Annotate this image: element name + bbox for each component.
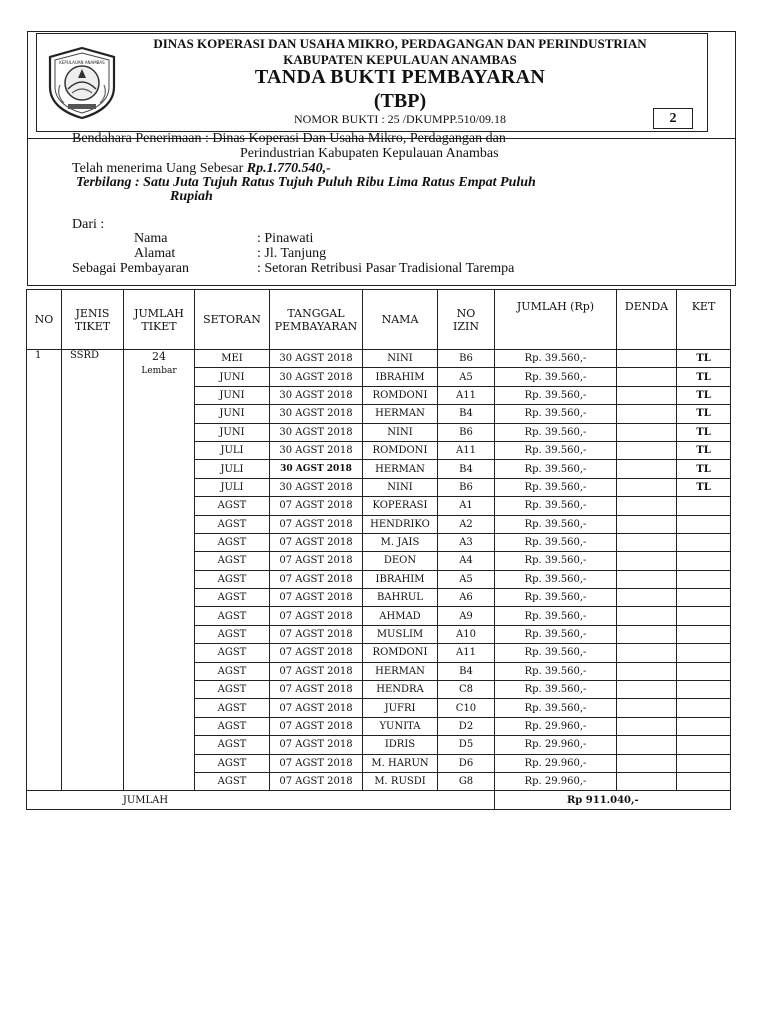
jumlah-cell: Rp. 29.960,-: [495, 736, 617, 754]
denda-cell: [617, 662, 677, 680]
col-setoran: SETORAN: [195, 290, 270, 350]
jumlah-cell: Rp. 39.560,-: [495, 699, 617, 717]
izin-cell: D6: [438, 754, 495, 772]
izin-cell: B4: [438, 460, 495, 478]
nama-cell: HERMAN: [363, 460, 438, 478]
nama-cell: BAHRUL: [363, 589, 438, 607]
denda-cell: [617, 717, 677, 735]
col-jumlah-rp: JUMLAH (Rp): [495, 290, 617, 350]
jumlah-cell: Rp. 29.960,-: [495, 772, 617, 790]
ket-cell: TL: [677, 386, 731, 404]
nama-cell: HERMAN: [363, 405, 438, 423]
denda-cell: [617, 478, 677, 496]
receipt-number: NOMOR BUKTI : 25 /DKUMPP.510/09.18: [293, 112, 507, 126]
denda-cell: [617, 699, 677, 717]
nama-cell: ROMDONI: [363, 644, 438, 662]
alamat-value: : Jl. Tanjung: [257, 246, 327, 261]
nama-cell: JUFRI: [363, 699, 438, 717]
tanggal-cell: 30 AGST 2018: [270, 405, 363, 423]
izin-cell: B6: [438, 478, 495, 496]
setoran-cell: AGST: [195, 644, 270, 662]
jumlah-tiket-value: 24: [152, 350, 166, 363]
ket-cell: [677, 570, 731, 588]
nama-cell: ROMDONI: [363, 441, 438, 459]
setoran-cell: MEI: [195, 350, 270, 368]
denda-cell: [617, 754, 677, 772]
setoran-cell: AGST: [195, 533, 270, 551]
setoran-cell: JULI: [195, 441, 270, 459]
denda-cell: [617, 736, 677, 754]
izin-cell: A9: [438, 607, 495, 625]
nama-cell: DEON: [363, 552, 438, 570]
izin-cell: A11: [438, 441, 495, 459]
jumlah-cell: Rp. 39.560,-: [495, 662, 617, 680]
col-jumlah-tiket: JUMLAH TIKET: [124, 290, 195, 350]
seal-caption: KEPULAUAN ANAMBAS: [59, 60, 105, 65]
jumlah-cell: Rp. 39.560,-: [495, 460, 617, 478]
jumlah-cell: Rp. 39.560,-: [495, 607, 617, 625]
nama-cell: IDRIS: [363, 736, 438, 754]
setoran-cell: JUNI: [195, 423, 270, 441]
ket-cell: [677, 607, 731, 625]
ket-cell: TL: [677, 478, 731, 496]
izin-cell: C10: [438, 699, 495, 717]
bendahara-line-1: Bendahara Penerimaan : Dinas Koperasi Dan Usaha Mikro, Perdagangan dan: [72, 131, 506, 146]
pembayaran-value: : Setoran Retribusi Pasar Tradisional Tarempa: [257, 261, 515, 276]
nama-label: Nama: [134, 231, 168, 246]
ket-cell: [677, 533, 731, 551]
jumlah-cell: Rp. 39.560,-: [495, 681, 617, 699]
jumlah-cell: Rp. 39.560,-: [495, 625, 617, 643]
setoran-cell: AGST: [195, 515, 270, 533]
row-jenis-cell: SSRD: [62, 350, 124, 791]
ket-cell: TL: [677, 441, 731, 459]
jumlah-cell: Rp. 39.560,-: [495, 423, 617, 441]
denda-cell: [617, 405, 677, 423]
izin-cell: A6: [438, 589, 495, 607]
jumlah-cell: Rp. 39.560,-: [495, 497, 617, 515]
ket-cell: [677, 625, 731, 643]
col-ket: KET: [677, 290, 731, 350]
jumlah-cell: Rp. 39.560,-: [495, 552, 617, 570]
denda-cell: [617, 570, 677, 588]
setoran-cell: AGST: [195, 552, 270, 570]
setoran-cell: AGST: [195, 570, 270, 588]
denda-cell: [617, 533, 677, 551]
payment-table: [26, 289, 731, 810]
jumlah-cell: Rp. 39.560,-: [495, 441, 617, 459]
nama-cell: IBRAHIM: [363, 368, 438, 386]
tanggal-cell: 07 AGST 2018: [270, 699, 363, 717]
total-row: [27, 791, 731, 809]
tanggal-cell: 07 AGST 2018: [270, 570, 363, 588]
izin-cell: B4: [438, 405, 495, 423]
nama-cell: AHMAD: [363, 607, 438, 625]
setoran-cell: AGST: [195, 625, 270, 643]
izin-cell: A2: [438, 515, 495, 533]
ket-cell: [677, 754, 731, 772]
tanggal-cell: 07 AGST 2018: [270, 589, 363, 607]
denda-cell: [617, 460, 677, 478]
jumlah-cell: Rp. 39.560,-: [495, 368, 617, 386]
ket-cell: TL: [677, 423, 731, 441]
ket-cell: [677, 497, 731, 515]
total-label: JUMLAH: [27, 791, 495, 809]
ket-cell: [677, 772, 731, 790]
setoran-cell: AGST: [195, 589, 270, 607]
row-jumlah-tiket-cell: [124, 350, 195, 791]
setoran-cell: AGST: [195, 772, 270, 790]
jumlah-cell: Rp. 39.560,-: [495, 386, 617, 404]
izin-cell: G8: [438, 772, 495, 790]
ket-cell: [677, 589, 731, 607]
tanggal-cell: 30 AGST 2018: [270, 460, 363, 478]
received-label: Telah menerima Uang Sebesar: [72, 161, 247, 176]
col-denda: DENDA: [617, 290, 677, 350]
denda-cell: [617, 625, 677, 643]
terbilang-line-2: Rupiah: [170, 189, 213, 204]
jumlah-cell: Rp. 39.560,-: [495, 478, 617, 496]
ket-cell: [677, 699, 731, 717]
denda-cell: [617, 423, 677, 441]
setoran-cell: JUNI: [195, 386, 270, 404]
pembayaran-label: Sebagai Pembayaran: [72, 261, 190, 276]
dari-label: Dari :: [72, 217, 105, 232]
setoran-cell: JUNI: [195, 368, 270, 386]
tanggal-cell: 07 AGST 2018: [270, 662, 363, 680]
izin-cell: C8: [438, 681, 495, 699]
tanggal-cell: 07 AGST 2018: [270, 515, 363, 533]
tanggal-cell: 30 AGST 2018: [270, 423, 363, 441]
ket-cell: TL: [677, 368, 731, 386]
ket-cell: TL: [677, 405, 731, 423]
jumlah-cell: Rp. 39.560,-: [495, 515, 617, 533]
jumlah-cell: Rp. 39.560,-: [495, 405, 617, 423]
row-no-cell: 1: [27, 350, 62, 791]
tanggal-cell: 07 AGST 2018: [270, 497, 363, 515]
denda-cell: [617, 681, 677, 699]
tanggal-cell: 30 AGST 2018: [270, 350, 363, 368]
nama-cell: M. RUSDI: [363, 772, 438, 790]
izin-cell: A11: [438, 386, 495, 404]
table-body: [27, 350, 731, 810]
setoran-cell: JUNI: [195, 405, 270, 423]
setoran-cell: AGST: [195, 754, 270, 772]
jumlah-cell: Rp. 39.560,-: [495, 644, 617, 662]
denda-cell: [617, 589, 677, 607]
table-header-row: [27, 290, 731, 350]
nama-cell: HENDRIKO: [363, 515, 438, 533]
denda-cell: [617, 441, 677, 459]
tanggal-cell: 07 AGST 2018: [270, 772, 363, 790]
jumlah-cell: Rp. 39.560,-: [495, 589, 617, 607]
ket-cell: [677, 717, 731, 735]
alamat-label: Alamat: [134, 246, 176, 261]
ket-cell: [677, 736, 731, 754]
ket-cell: [677, 662, 731, 680]
nama-cell: M. JAIS: [363, 533, 438, 551]
jumlah-cell: Rp. 39.560,-: [495, 570, 617, 588]
setoran-cell: AGST: [195, 736, 270, 754]
denda-cell: [617, 772, 677, 790]
tanggal-cell: 30 AGST 2018: [270, 478, 363, 496]
setoran-cell: AGST: [195, 699, 270, 717]
tanggal-cell: 30 AGST 2018: [270, 368, 363, 386]
col-no-izin: NO IZIN: [438, 290, 495, 350]
izin-cell: A5: [438, 368, 495, 386]
denda-cell: [617, 386, 677, 404]
setoran-cell: AGST: [195, 681, 270, 699]
tanggal-cell: 07 AGST 2018: [270, 681, 363, 699]
nama-cell: NINI: [363, 423, 438, 441]
page-number-box: 2: [653, 108, 693, 129]
ket-cell: [677, 681, 731, 699]
tanggal-cell: 30 AGST 2018: [270, 386, 363, 404]
document-title: TANDA BUKTI PEMBAYARAN: [254, 66, 546, 88]
setoran-cell: JULI: [195, 460, 270, 478]
regency-seal-icon: [44, 45, 120, 121]
setoran-cell: AGST: [195, 497, 270, 515]
jumlah-cell: Rp. 29.960,-: [495, 717, 617, 735]
tanggal-cell: 30 AGST 2018: [270, 441, 363, 459]
nama-value: : Pinawati: [257, 231, 314, 246]
denda-cell: [617, 644, 677, 662]
region-name: KABUPATEN KEPULAUAN ANAMBAS: [283, 52, 517, 67]
izin-cell: A1: [438, 497, 495, 515]
denda-cell: [617, 497, 677, 515]
izin-cell: B6: [438, 423, 495, 441]
tanggal-cell: 07 AGST 2018: [270, 533, 363, 551]
izin-cell: A3: [438, 533, 495, 551]
tanggal-cell: 07 AGST 2018: [270, 754, 363, 772]
col-no: NO: [27, 290, 62, 350]
denda-cell: [617, 607, 677, 625]
denda-cell: [617, 515, 677, 533]
jumlah-cell: Rp. 39.560,-: [495, 533, 617, 551]
izin-cell: A10: [438, 625, 495, 643]
ket-cell: [677, 552, 731, 570]
col-tanggal: TANGGAL PEMBAYARAN: [270, 290, 363, 350]
nama-cell: ROMDONI: [363, 386, 438, 404]
col-nama: NAMA: [363, 290, 438, 350]
setoran-cell: AGST: [195, 717, 270, 735]
received-amount: Rp.1.770.540,-: [246, 161, 331, 176]
jumlah-cell: Rp. 29.960,-: [495, 754, 617, 772]
setoran-cell: AGST: [195, 662, 270, 680]
ket-cell: [677, 515, 731, 533]
tanggal-cell: 07 AGST 2018: [270, 736, 363, 754]
col-jenis-tiket: JENIS TIKET: [62, 290, 124, 350]
denda-cell: [617, 552, 677, 570]
jumlah-tiket-unit: Lembar: [141, 366, 177, 376]
ket-cell: TL: [677, 460, 731, 478]
tanggal-cell: 07 AGST 2018: [270, 625, 363, 643]
nama-cell: YUNITA: [363, 717, 438, 735]
izin-cell: B4: [438, 662, 495, 680]
jumlah-cell: Rp. 39.560,-: [495, 350, 617, 368]
izin-cell: A5: [438, 570, 495, 588]
terbilang-line-1: Terbilang : Satu Juta Tujuh Ratus Tujuh Puluh Ribu Lima Ratus Empat Puluh: [76, 175, 536, 190]
tanggal-cell: 07 AGST 2018: [270, 717, 363, 735]
nama-cell: NINI: [363, 478, 438, 496]
izin-cell: D2: [438, 717, 495, 735]
ket-cell: [677, 644, 731, 662]
izin-cell: B6: [438, 350, 495, 368]
nama-cell: M. HARUN: [363, 754, 438, 772]
setoran-cell: JULI: [195, 478, 270, 496]
nama-cell: MUSLIM: [363, 625, 438, 643]
nama-cell: HERMAN: [363, 662, 438, 680]
nama-cell: IBRAHIM: [363, 570, 438, 588]
denda-cell: [617, 368, 677, 386]
tanggal-cell: 07 AGST 2018: [270, 552, 363, 570]
nama-cell: KOPERASI: [363, 497, 438, 515]
nama-cell: NINI: [363, 350, 438, 368]
tanggal-cell: 07 AGST 2018: [270, 607, 363, 625]
ket-cell: TL: [677, 350, 731, 368]
izin-cell: A4: [438, 552, 495, 570]
table-row: [27, 350, 731, 368]
setoran-cell: AGST: [195, 607, 270, 625]
denda-cell: [617, 350, 677, 368]
total-value: Rp 911.040,-: [495, 791, 731, 809]
document-abbr: (TBP): [373, 90, 427, 112]
tanggal-cell: 07 AGST 2018: [270, 644, 363, 662]
izin-cell: A11: [438, 644, 495, 662]
agency-name: DINAS KOPERASI DAN USAHA MIKRO, PERDAGANGAN DAN PERINDUSTRIAN: [153, 36, 647, 51]
nama-cell: HENDRA: [363, 681, 438, 699]
bendahara-line-2: Perindustrian Kabupaten Kepulauan Anambas: [240, 146, 499, 161]
izin-cell: D5: [438, 736, 495, 754]
